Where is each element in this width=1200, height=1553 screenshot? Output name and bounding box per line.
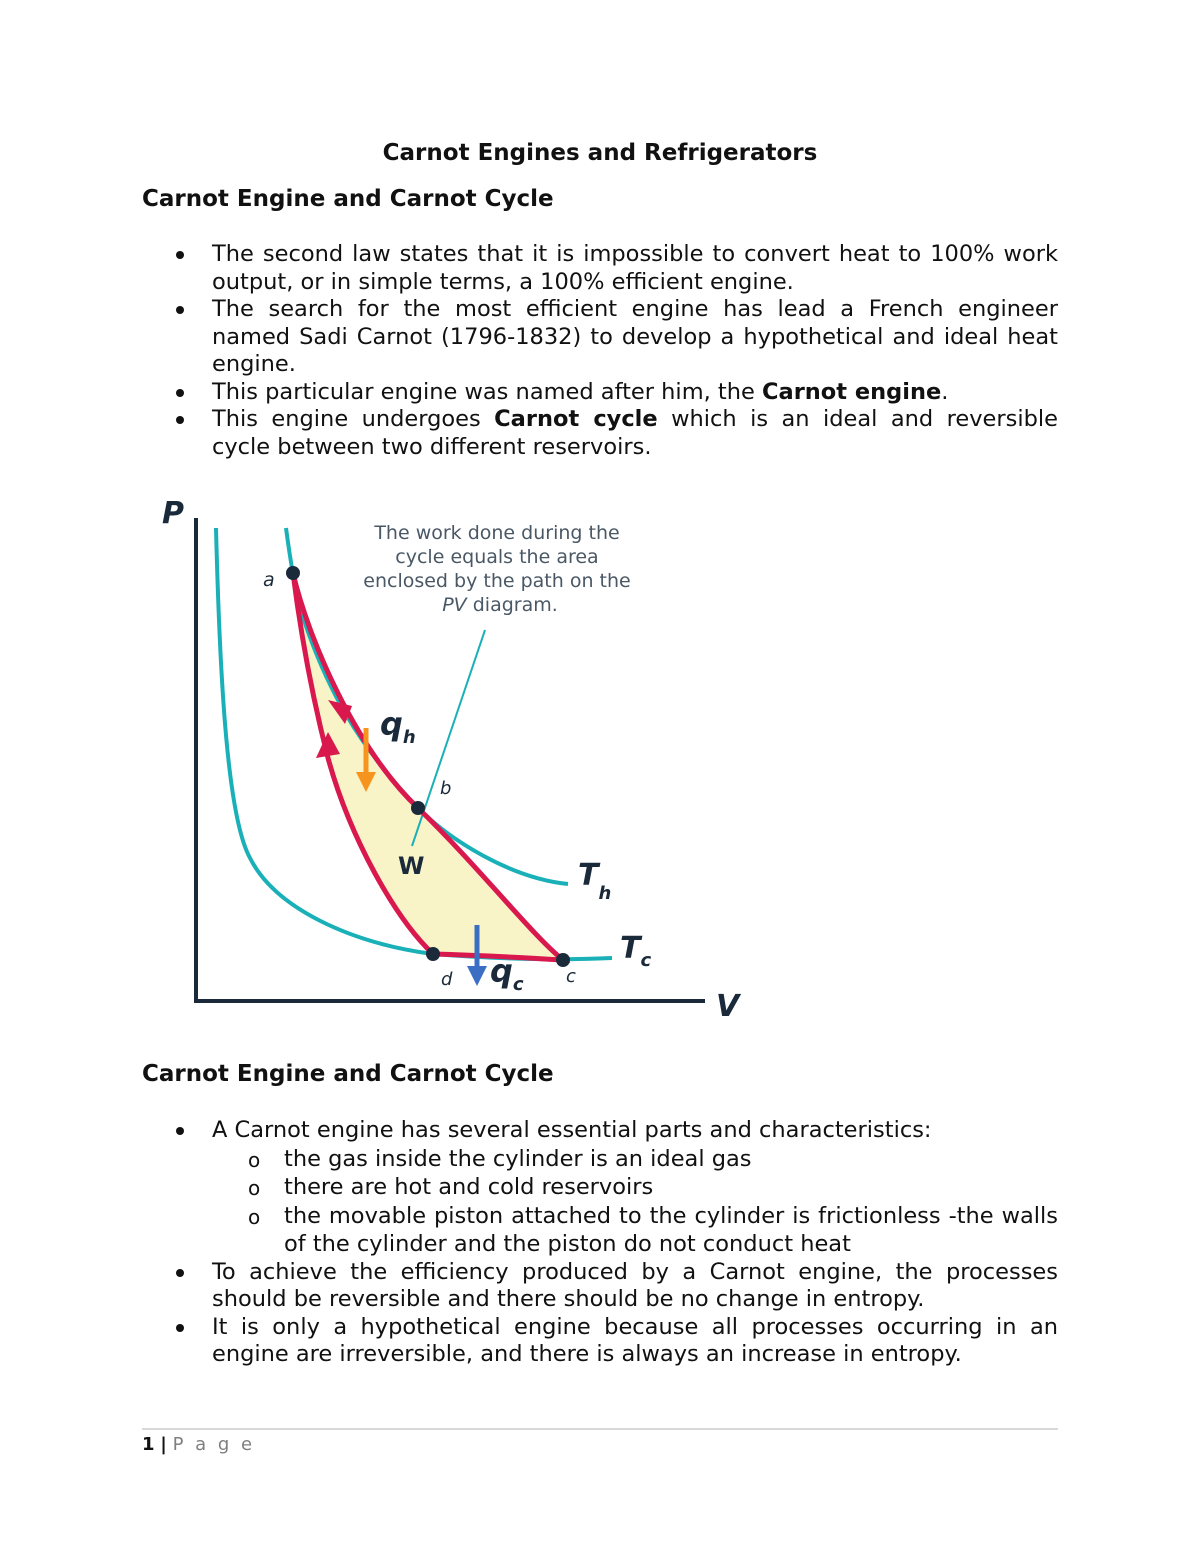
bold-term-carnot-cycle: Carnot cycle bbox=[494, 406, 658, 432]
point-c-marker bbox=[556, 953, 570, 967]
th-label: $T_h$ bbox=[578, 858, 612, 904]
pv-diagram-svg bbox=[150, 488, 750, 1038]
point-label-b: b bbox=[440, 778, 452, 799]
list-item: The second law states that it is impossible to convert heat to 100% work output, or in simple terms, a 100% efficient engine. bbox=[142, 241, 1058, 296]
list-item-text: This particular engine was named after him, the bbox=[212, 378, 762, 405]
qc-arrow-head bbox=[467, 966, 487, 986]
list-item-text: . bbox=[941, 378, 949, 405]
sub-list-item: o the movable piston attached to the cylinder is frictionless -the walls of the cylinder and the piston do not conduct heat bbox=[142, 1202, 1058, 1259]
pv-diagram bbox=[150, 488, 750, 1038]
work-area bbox=[293, 573, 563, 960]
list-item-text: This engine undergoes bbox=[212, 406, 495, 432]
document-title: Carnot Engines and Refrigerators bbox=[382, 140, 818, 166]
point-d-marker bbox=[426, 947, 440, 961]
bullet-list-1 bbox=[142, 241, 1058, 461]
list-item: The search for the most efficient engine has lead a French engineer named Sadi Carnot (1796-1832) to develop a hypothetical and ideal heat engine. bbox=[142, 296, 1058, 379]
point-label-c: c bbox=[566, 966, 576, 987]
qc-label: $q_c$ bbox=[490, 952, 524, 995]
axis-label-v: V bbox=[716, 989, 740, 1024]
section-heading-1: Carnot Engine and Carnot Cycle bbox=[142, 186, 554, 212]
page-label: P a g e bbox=[172, 1434, 256, 1455]
annotation-line-2: cycle equals the area bbox=[395, 546, 599, 568]
sub-list bbox=[212, 1145, 1058, 1259]
list-item-text: which is an ideal and reversible cycle between two different reservoirs. bbox=[212, 406, 1058, 460]
sub-list-item: o the gas inside the cylinder is an ideal gas bbox=[142, 1145, 1058, 1174]
footer-divider bbox=[142, 1428, 1058, 1430]
bullet-list-2 bbox=[142, 1117, 1058, 1369]
list-item bbox=[142, 406, 1058, 461]
page-footer bbox=[142, 1434, 255, 1455]
sub-list-item: o there are hot and cold reservoirs bbox=[142, 1173, 1058, 1202]
tc-label: $T_c$ bbox=[620, 931, 652, 971]
list-item: To achieve the efficiency produced by a Carnot engine, the processes should be reversible and there should be no change in entropy. bbox=[142, 1259, 1058, 1314]
work-label: W bbox=[398, 852, 425, 880]
annotation-line-3: enclosed by the path on the bbox=[363, 570, 631, 592]
list-item bbox=[142, 379, 1058, 407]
point-a-marker bbox=[286, 566, 300, 580]
section-heading-2: Carnot Engine and Carnot Cycle bbox=[142, 1061, 554, 1087]
annotation-line-1: The work done during the bbox=[374, 522, 620, 544]
page-number: 1 bbox=[142, 1434, 155, 1455]
list-item bbox=[142, 1117, 1058, 1259]
footer-separator: | bbox=[160, 1434, 167, 1455]
list-item-text: A Carnot engine has several essential parts and characteristics: bbox=[212, 1117, 932, 1143]
axis-label-p: P bbox=[162, 496, 184, 531]
point-label-d: d bbox=[441, 969, 453, 990]
list-item: It is only a hypothetical engine because all processes occurring in an engine are irreversible, and there is always an increase in entropy. bbox=[142, 1314, 1058, 1369]
qh-label: $q_h$ bbox=[380, 705, 416, 748]
point-label-a: a bbox=[263, 569, 275, 591]
bold-term-carnot-engine: Carnot engine bbox=[762, 378, 942, 405]
point-b-marker bbox=[411, 801, 425, 815]
annotation-line-4: PV diagram. bbox=[442, 594, 558, 616]
